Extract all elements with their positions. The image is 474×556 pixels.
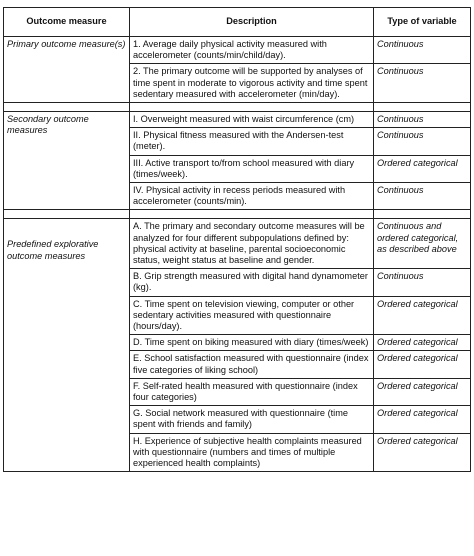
table-row <box>4 219 471 269</box>
group-secondary-outcome: Secondary outcome measures <box>4 112 130 210</box>
group-primary-outcome: Primary outcome measure(s) <box>4 37 130 103</box>
group-explorative-outcome: Predefined explorative outcome measures <box>4 219 130 472</box>
table-row <box>4 37 471 64</box>
row-variable-type: Continuous <box>374 269 471 296</box>
row-description: G. Social network measured with questionnaire (time spent with friends and family) <box>130 406 374 433</box>
row-variable-type: Ordered categorical <box>374 406 471 433</box>
row-description: IV. Physical activity in recess periods measured with accelerometer (counts/min). <box>130 183 374 210</box>
row-description: F. Self-rated health measured with questionnaire (index four categories) <box>130 378 374 405</box>
outcome-measures-table <box>3 7 471 472</box>
table-row <box>4 112 471 128</box>
header-description: Description <box>130 8 374 37</box>
row-description: C. Time spent on television viewing, computer or other sedentary activities measured with questionnaire (hours/day). <box>130 296 374 335</box>
row-description: H. Experience of subjective health complaints measured with questionnaire (numbers and times of multiple experienced health complaints) <box>130 433 374 472</box>
row-variable-type: Continuous <box>374 183 471 210</box>
header-row <box>4 8 471 37</box>
row-description: A. The primary and secondary outcome measures will be analyzed for four different subpopulations defined by: physical activity at baseline, parental socioeconomic status, weight status at baseline and gender. <box>130 219 374 269</box>
header-outcome-measure: Outcome measure <box>4 8 130 37</box>
row-variable-type: Continuous <box>374 37 471 64</box>
row-variable-type: Ordered categorical <box>374 296 471 335</box>
row-description: E. School satisfaction measured with questionnaire (index five categories of liking school) <box>130 351 374 378</box>
row-description: 2. The primary outcome will be supported by analyses of time spent in moderate to vigorous activity and time spent sedentary measured with accelerometer (min/day). <box>130 64 374 103</box>
row-variable-type: Ordered categorical <box>374 335 471 351</box>
row-variable-type: Ordered categorical <box>374 378 471 405</box>
row-description: I. Overweight measured with waist circumference (cm) <box>130 112 374 128</box>
row-description: II. Physical fitness measured with the Andersen-test (meter). <box>130 128 374 155</box>
row-description: III. Active transport to/from school measured with diary (times/week). <box>130 155 374 182</box>
row-variable-type: Continuous <box>374 128 471 155</box>
row-variable-type: Continuous <box>374 112 471 128</box>
row-variable-type: Ordered categorical <box>374 433 471 472</box>
row-description: D. Time spent on biking measured with diary (times/week) <box>130 335 374 351</box>
header-type-of-variable: Type of variable <box>374 8 471 37</box>
row-variable-type: Ordered categorical <box>374 155 471 182</box>
row-variable-type: Continuous and ordered categorical, as described above <box>374 219 471 269</box>
spacer-row <box>4 210 471 219</box>
row-variable-type: Ordered categorical <box>374 351 471 378</box>
spacer-row <box>4 103 471 112</box>
row-variable-type: Continuous <box>374 64 471 103</box>
row-description: B. Grip strength measured with digital hand dynamometer (kg). <box>130 269 374 296</box>
row-description: 1. Average daily physical activity measured with accelerometer (counts/min/child/day). <box>130 37 374 64</box>
